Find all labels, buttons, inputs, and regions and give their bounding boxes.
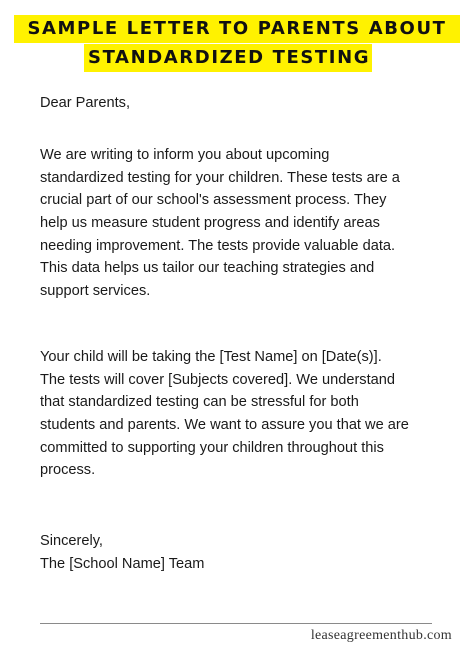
footer-website[interactable]: leaseagreementhub.com (310, 628, 452, 643)
paragraph-line: This data helps us tailor our teaching strategies and (40, 260, 375, 277)
paragraph-2 (40, 346, 465, 482)
paragraph-line: help us measure student progress and identify areas (40, 215, 380, 232)
signature-text: The [School Name] Team (40, 555, 205, 572)
paragraph-line: needing improvement. The tests provide valuable data. (40, 237, 396, 254)
title-line-1: SAMPLE LETTER TO PARENTS ABOUT (14, 15, 460, 43)
paragraph-line: crucial part of our school's assessment process. They (40, 192, 387, 209)
paragraph-1 (40, 144, 465, 303)
paragraph-line: support services. (40, 283, 151, 300)
title-line-2: STANDARDIZED TESTING (84, 44, 372, 72)
salutation-text: Dear Parents, (40, 95, 131, 111)
paragraph-line: We are writing to inform you about upcoming (40, 147, 330, 163)
paragraph-line: standardized testing for your children. These tests are a (40, 169, 400, 186)
paragraph-line: committed to supporting your children throughout this (40, 439, 384, 456)
closing-block (40, 530, 465, 575)
closing-text: Sincerely, (40, 533, 103, 549)
paragraph-line: Your child will be taking the [Test Name] on [Date(s)]. (40, 349, 382, 365)
paragraph-line: students and parents. We want to assure you that we are (40, 417, 409, 434)
paragraph-line: The tests will cover [Subjects covered]. We understand (40, 371, 396, 388)
footer-divider (40, 623, 432, 624)
paragraph-line: that standardized testing can be stressful for both (40, 394, 359, 411)
paragraph-line: process. (40, 462, 96, 479)
salutation (40, 92, 465, 115)
